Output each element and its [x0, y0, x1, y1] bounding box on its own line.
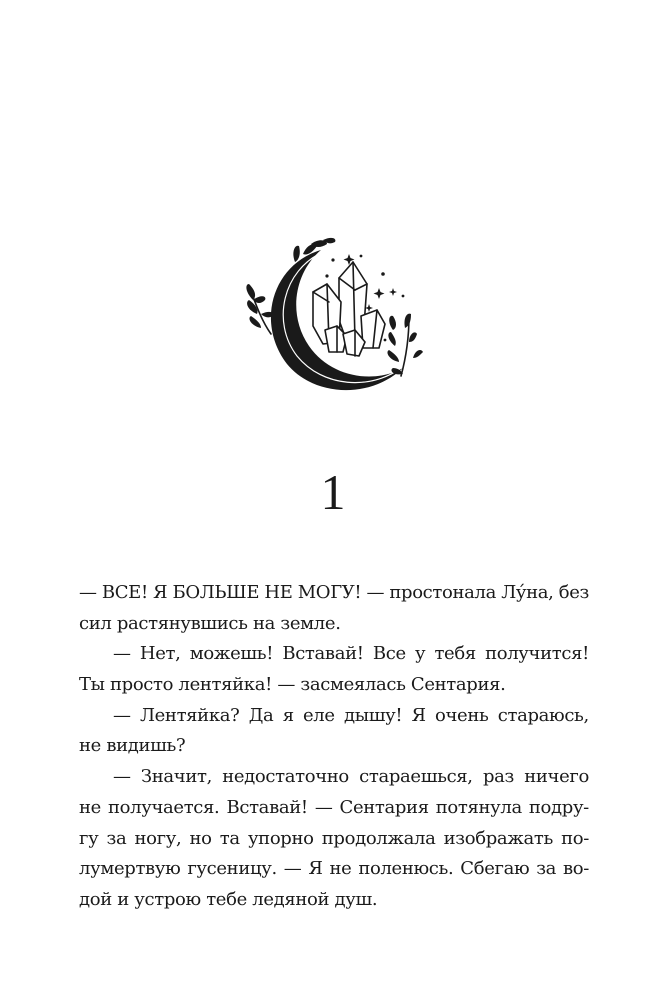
- chapter-number: 1: [320, 464, 346, 520]
- text-line: — ВСЕ! Я БОЛЬШЕ НЕ МОГУ! — простонала Лу́на, без: [79, 582, 589, 603]
- text-line: дой и устрою тебе ледяной душ.: [79, 888, 378, 910]
- leaves-right: [387, 314, 423, 375]
- text-line: сил растянувшись на земле.: [79, 612, 341, 634]
- crescent-moon-crystals-icon: [243, 230, 425, 400]
- text-line: не видишь?: [79, 735, 186, 757]
- text-line: — Лентяйка? Да я еле дышу! Я очень стараюсь,: [113, 704, 589, 726]
- text-line: Ты просто лентяйка! — засмеялась Сентария.: [79, 674, 506, 696]
- text-line: не получается. Вставай! — Сентария потянула подру-: [79, 796, 589, 818]
- text-line: — Нет, можешь! Вставай! Все у тебя получится!: [113, 643, 589, 665]
- text-line: — Значит, недостаточно стараешься, раз ничего: [113, 766, 589, 788]
- chapter-text: [79, 578, 589, 916]
- crystals: [313, 262, 385, 356]
- text-line: лумертвую гусеницу. — Я не поленюсь. Сбегаю за во-: [79, 858, 589, 880]
- text-line: гу за ногу, но та упорно продолжала изображать по-: [79, 827, 589, 849]
